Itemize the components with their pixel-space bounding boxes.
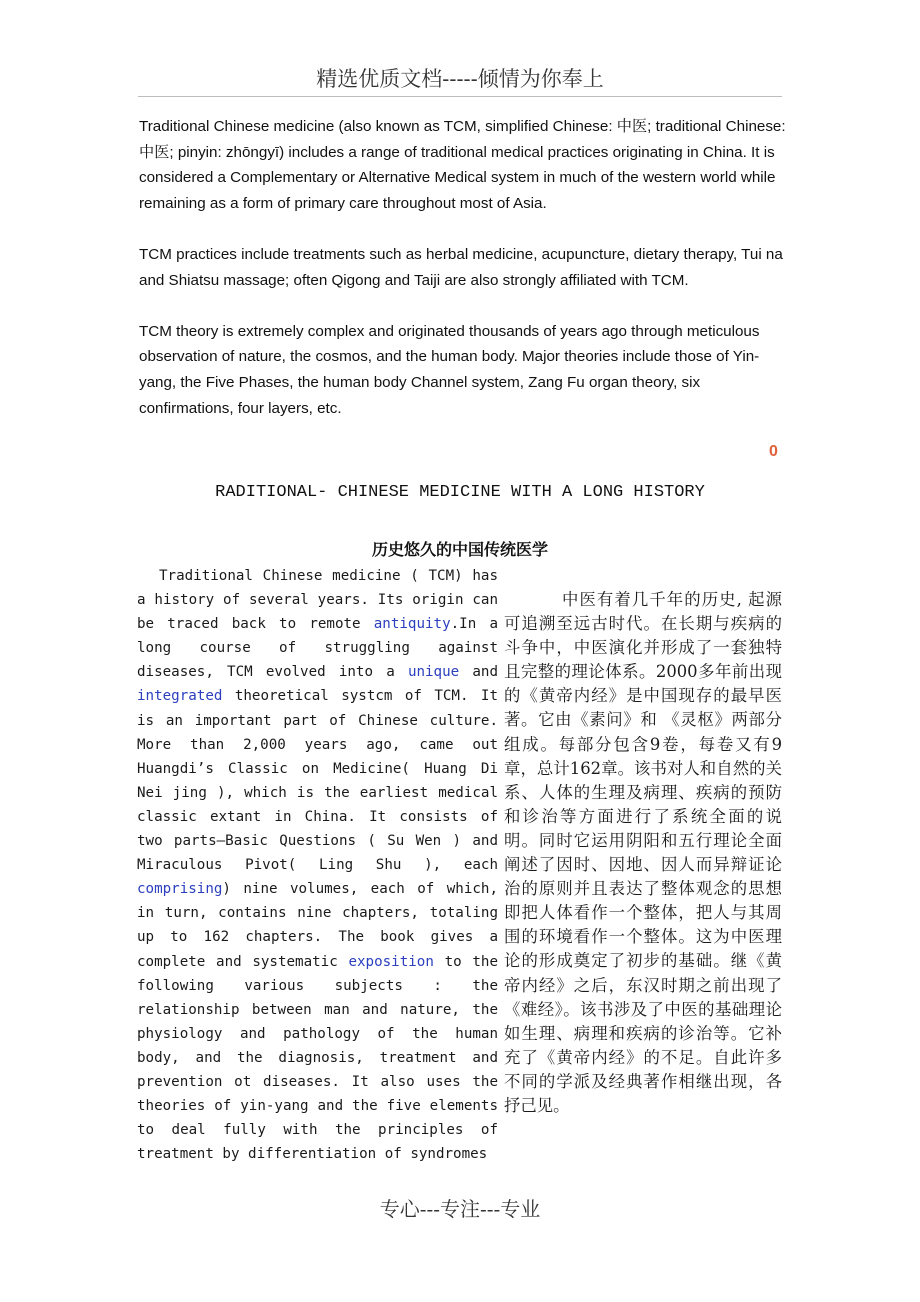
english-text: .In a long course of struggling against diseases, TCM evolved into a (137, 616, 498, 681)
intro-paragraph-1: Traditional Chinese medicine (also known as TCM, simplified Chinese: 中医; traditional Chinese: 中医; pinyin: zhōngyī) includes a range of traditional medical practices originating in China. It is considered a Complementary or Alternative Medical system in much of the western world while remaining as a form of primary care throughout most of Asia. (139, 118, 786, 212)
chinese-column (504, 588, 782, 1118)
link-exposition[interactable]: exposition (348, 953, 434, 970)
chinese-text: 中医有着几千年的历史, 起源可追溯至远古时代。在长期与疾病的斗争中，中医演化并形成了一套独特且完整的理论体系。2000多年前出现的《黄帝内经》是中国现存的最早医著。它由《素问》和 《灵枢》两部分组成。每部分包含9卷，每卷又有9章，总计162章。该书对人和自然的关系、人体的生理及病理、疾病的预防和诊治等方面进行了系统全面的说明。同时它运用阴阳和五行理论全面阐述了因时、因地、因人而异辩证论治的原则并且表达了整体观念的思想即把人体看作一个整体，把人与其周围的环境看作一个整体。这为中医理论的形成奠定了初步的基础。继《黄帝内经》之后，东汉时期之前出现了《难经》。该书涉及了中医的基础理论如生理、病理和疾病的诊治等。它补充了《黄帝内经》的不足。自此许多不同的学派及经典著作相继出现，各抒己见。 (504, 590, 782, 1115)
english-text: theoretical systcm of TCM. It is an important part of Chinese culture. More than 2,000 years ago, came out Huangdi’s Classic on Medicine( Huang Di Nei jing ), which is the earliest medical classic extant in China. It consists of two parts—Basic Questions ( Su Wen ) and Miraculous Pivot( Ling Shu ), each (137, 688, 498, 874)
intro-paragraph-3: TCM theory is extremely complex and originated thousands of years ago through meticulous observation of nature, the cosmos, and the human body. Major theories include those of Yin-yang, the Five Phases, the human body Channel system, Zang Fu organ theory, six confirmations, four layers, etc. (139, 322, 760, 417)
link-comprising[interactable]: comprising (137, 881, 223, 898)
page-marker: 0 (769, 443, 778, 460)
link-antiquity[interactable]: antiquity (373, 616, 451, 633)
page-header: 精选优质文档-----倾情为你奉上 (138, 62, 782, 97)
chinese-section-title: 历史悠久的中国传统医学 (371, 540, 548, 559)
section-title: RADITIONAL- CHINESE MEDICINE WITH A LONG HISTORY (215, 483, 705, 502)
english-text: and (459, 664, 498, 681)
link-unique[interactable]: unique (407, 664, 460, 681)
english-text: ) nine volumes, each of which, in turn, contains nine chapters, totaling up to 162 chapters. The book gives a complete and systematic (137, 881, 498, 970)
english-text: to the following various subjects : the relationship between man and nature, the physiology and pathology of the human body, and the diagnosis, treatment and prevention ot diseases. It also uses the theories of yin-yang and the five elements to deal fully with the principles of treatment by differentiation of syndromes (137, 953, 498, 1163)
page-footer: 专心---专注---专业 (379, 1197, 541, 1221)
link-integrated[interactable]: integrated (137, 688, 223, 705)
english-text: Traditional Chinese medicine ( TCM) has a history of several years. Its origin can be traced back to remote (137, 568, 498, 633)
intro-section (139, 114, 787, 447)
english-column (137, 564, 498, 1166)
intro-paragraph-2: TCM practices include treatments such as herbal medicine, acupuncture, dietary therapy, Tui na and Shiatsu massage; often Qigong and Taiji are also strongly affiliated with TCM. (139, 245, 783, 289)
